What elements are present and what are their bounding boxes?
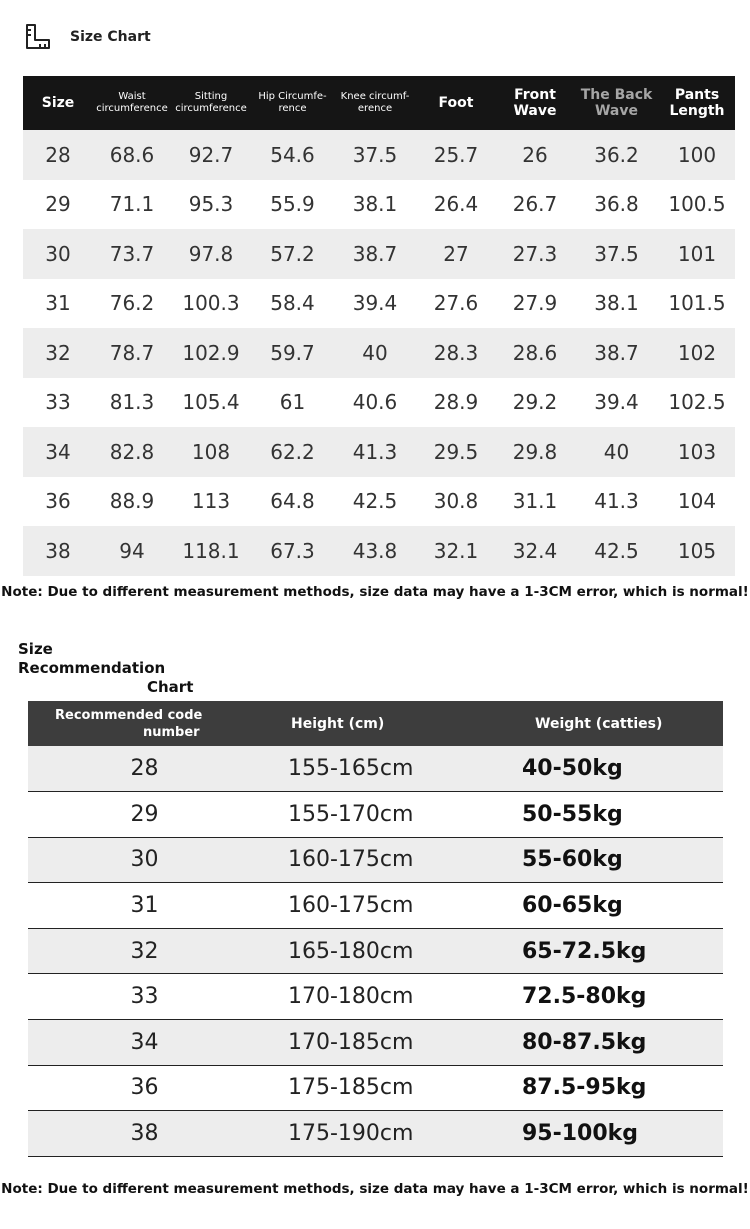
cell-sitting: 105.4 [171,378,251,428]
cell-foot: 27.6 [416,279,496,329]
cell-back-wave: 41.3 [574,477,659,527]
cell-pants-length: 100 [659,130,735,180]
cell-size: 29 [23,180,93,230]
table-row [28,837,723,883]
cell-front-wave: 29.2 [496,378,574,428]
cell-back-wave: 38.7 [574,328,659,378]
cell-code: 34 [28,1020,261,1066]
cell-front-wave: 26 [496,130,574,180]
cell-sitting: 95.3 [171,180,251,230]
recommendation-title-line1: Size Recommendation [18,640,166,677]
size-chart-table [23,76,735,576]
cell-code: 36 [28,1065,261,1111]
recommendation-header-row [28,701,723,746]
cell-size: 31 [23,279,93,329]
table-row [28,1020,723,1066]
cell-foot: 28.9 [416,378,496,428]
cell-waist: 68.6 [93,130,171,180]
cell-back-wave: 37.5 [574,229,659,279]
cell-back-wave: 42.5 [574,526,659,576]
cell-knee: 40 [334,328,416,378]
col-header-waist: Waist circumference [93,76,171,130]
ruler-icon [24,23,52,51]
cell-hip: 59.7 [251,328,334,378]
cell-sitting: 97.8 [171,229,251,279]
cell-foot: 25.7 [416,130,496,180]
recommendation-note: Note: Due to different measurement methods, size data may have a 1-3CM error, which is normal! [1,1181,749,1197]
table-row [28,883,723,929]
recommendation-table [28,701,723,1157]
cell-code: 32 [28,928,261,974]
cell-sitting: 113 [171,477,251,527]
cell-back-wave: 40 [574,427,659,477]
cell-waist: 78.7 [93,328,171,378]
size-chart-note: Note: Due to different measurement methods, size data may have a 1-3CM error, which is normal! [1,584,749,600]
cell-sitting: 92.7 [171,130,251,180]
cell-weight: 40-50kg [492,746,723,792]
col-header-sitting: Sitting circumference [171,76,251,130]
cell-height: 175-185cm [261,1065,492,1111]
table-row [23,180,735,230]
cell-waist: 71.1 [93,180,171,230]
cell-waist: 82.8 [93,427,171,477]
cell-waist: 73.7 [93,229,171,279]
cell-foot: 30.8 [416,477,496,527]
cell-front-wave: 28.6 [496,328,574,378]
col-header-front-wave: Front Wave [496,76,574,130]
col-header-code-line1: Recommended code [55,707,203,723]
cell-height: 170-180cm [261,974,492,1020]
cell-knee: 39.4 [334,279,416,329]
cell-foot: 26.4 [416,180,496,230]
table-row [23,229,735,279]
cell-weight: 80-87.5kg [492,1020,723,1066]
col-header-hip: Hip Circumfe- rence [251,76,334,130]
cell-pants-length: 102.5 [659,378,735,428]
cell-pants-length: 105 [659,526,735,576]
cell-knee: 42.5 [334,477,416,527]
cell-height: 160-175cm [261,837,492,883]
cell-knee: 38.1 [334,180,416,230]
cell-pants-length: 101.5 [659,279,735,329]
size-chart-title: Size Chart [70,29,151,45]
col-header-foot: Foot [416,76,496,130]
cell-back-wave: 38.1 [574,279,659,329]
cell-hip: 57.2 [251,229,334,279]
table-row [28,1065,723,1111]
table-row [28,1111,723,1157]
cell-code: 28 [28,746,261,792]
cell-pants-length: 102 [659,328,735,378]
cell-size: 30 [23,229,93,279]
cell-back-wave: 39.4 [574,378,659,428]
table-row [28,928,723,974]
cell-knee: 41.3 [334,427,416,477]
cell-foot: 32.1 [416,526,496,576]
cell-code: 38 [28,1111,261,1157]
col-header-pants-length: Pants Length [659,76,735,130]
cell-hip: 64.8 [251,477,334,527]
table-row [23,378,735,428]
col-header-code [28,701,261,746]
table-row [28,792,723,838]
cell-pants-length: 101 [659,229,735,279]
cell-code: 30 [28,837,261,883]
cell-pants-length: 103 [659,427,735,477]
size-chart-header [24,22,151,52]
col-header-back-wave: The Back Wave [574,76,659,130]
cell-hip: 54.6 [251,130,334,180]
cell-size: 32 [23,328,93,378]
cell-sitting: 102.9 [171,328,251,378]
cell-sitting: 118.1 [171,526,251,576]
cell-sitting: 100.3 [171,279,251,329]
cell-weight: 60-65kg [492,883,723,929]
cell-hip: 61 [251,378,334,428]
cell-code: 33 [28,974,261,1020]
cell-foot: 29.5 [416,427,496,477]
cell-knee: 40.6 [334,378,416,428]
cell-pants-length: 100.5 [659,180,735,230]
cell-weight: 55-60kg [492,837,723,883]
cell-knee: 38.7 [334,229,416,279]
recommendation-title-line2: Chart [147,678,194,696]
col-header-weight: Weight (catties) [492,701,723,746]
col-header-height: Height (cm) [261,701,492,746]
table-row [23,477,735,527]
cell-knee: 37.5 [334,130,416,180]
table-row [28,974,723,1020]
cell-weight: 87.5-95kg [492,1065,723,1111]
cell-front-wave: 31.1 [496,477,574,527]
cell-foot: 27 [416,229,496,279]
table-row [28,746,723,792]
col-header-knee: Knee circumf- erence [334,76,416,130]
table-row [23,328,735,378]
cell-code: 29 [28,792,261,838]
cell-front-wave: 27.3 [496,229,574,279]
table-row [23,130,735,180]
cell-foot: 28.3 [416,328,496,378]
cell-height: 155-170cm [261,792,492,838]
cell-knee: 43.8 [334,526,416,576]
cell-size: 33 [23,378,93,428]
cell-size: 34 [23,427,93,477]
cell-front-wave: 32.4 [496,526,574,576]
cell-waist: 81.3 [93,378,171,428]
cell-weight: 50-55kg [492,792,723,838]
cell-hip: 55.9 [251,180,334,230]
cell-hip: 58.4 [251,279,334,329]
recommendation-title [18,640,198,697]
table-row [23,526,735,576]
cell-weight: 72.5-80kg [492,974,723,1020]
cell-height: 160-175cm [261,883,492,929]
col-header-size: Size [23,76,93,130]
cell-weight: 95-100kg [492,1111,723,1157]
cell-front-wave: 27.9 [496,279,574,329]
cell-pants-length: 104 [659,477,735,527]
cell-height: 165-180cm [261,928,492,974]
table-row [23,279,735,329]
cell-size: 38 [23,526,93,576]
cell-hip: 67.3 [251,526,334,576]
cell-waist: 88.9 [93,477,171,527]
cell-hip: 62.2 [251,427,334,477]
cell-front-wave: 26.7 [496,180,574,230]
cell-code: 31 [28,883,261,929]
cell-weight: 65-72.5kg [492,928,723,974]
cell-back-wave: 36.2 [574,130,659,180]
cell-waist: 76.2 [93,279,171,329]
cell-sitting: 108 [171,427,251,477]
size-chart-header-row [23,76,735,130]
cell-size: 28 [23,130,93,180]
cell-height: 175-190cm [261,1111,492,1157]
table-row [23,427,735,477]
cell-height: 170-185cm [261,1020,492,1066]
cell-back-wave: 36.8 [574,180,659,230]
cell-height: 155-165cm [261,746,492,792]
cell-front-wave: 29.8 [496,427,574,477]
cell-waist: 94 [93,526,171,576]
col-header-code-line2: number [143,724,200,740]
cell-size: 36 [23,477,93,527]
